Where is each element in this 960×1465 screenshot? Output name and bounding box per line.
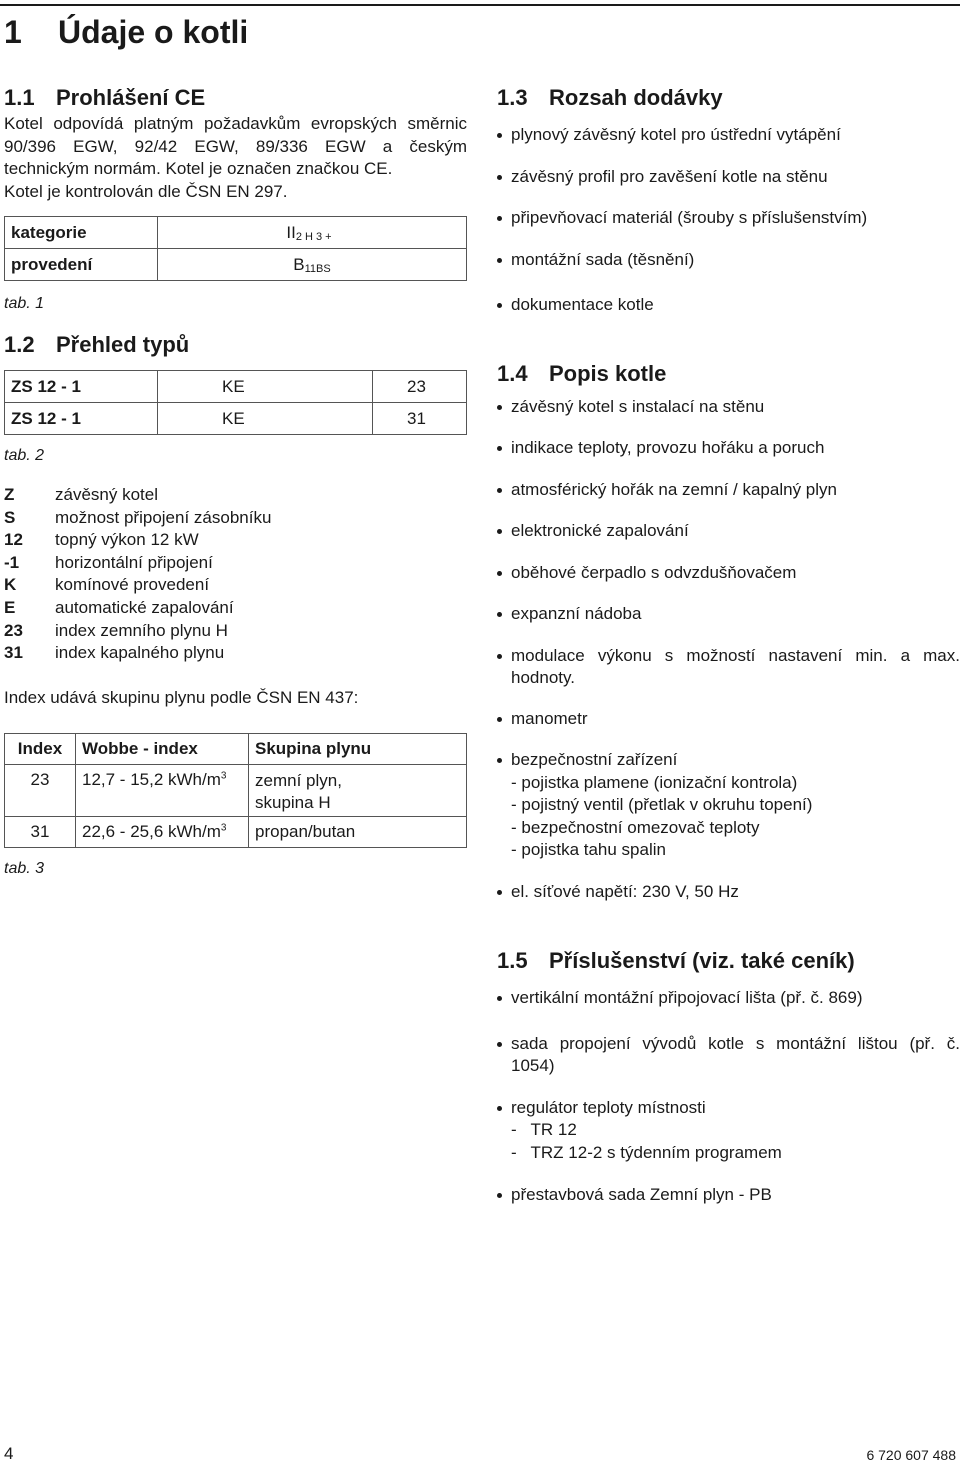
section-title: Prohlášení CE bbox=[56, 85, 206, 110]
section-1-2-heading: 1.2 Přehled typů bbox=[4, 332, 190, 357]
list-item: montážní sada (těsnění) bbox=[497, 249, 960, 272]
list-item: manometr bbox=[497, 708, 960, 731]
list-item: el. síťové napětí: 230 V, 50 Hz bbox=[497, 881, 960, 904]
list-item: expanzní nádoba bbox=[497, 603, 960, 626]
accessories-list bbox=[497, 987, 960, 1207]
list-item: Z závěsný kotel bbox=[4, 485, 158, 504]
left-column bbox=[4, 84, 467, 878]
table-1-caption: tab. 1 bbox=[4, 295, 45, 312]
right-column bbox=[497, 84, 960, 1207]
delivery-list bbox=[497, 124, 960, 317]
category-table bbox=[4, 216, 467, 281]
section-number: 1.1 bbox=[4, 85, 35, 110]
list-item: K komínové provedení bbox=[4, 575, 210, 595]
type-overview-table bbox=[4, 370, 467, 435]
ce-declaration-text: Kotel odpovídá platným požadavkům evropských směrnic 90/396 EGW, 92/42 EGW, 89/336 EGW a českým technickým normám. Kotel je označen značkou CE. bbox=[4, 114, 467, 178]
table-row: ZS 12 - 1 KE 23 bbox=[5, 371, 467, 403]
type-label: provedení bbox=[5, 249, 158, 281]
list-item: vertikální montážní připojovací lišta (př. č. 869) bbox=[497, 987, 960, 1010]
section-1-1-heading bbox=[4, 84, 467, 112]
list-item: plynový závěsný kotel pro ústřední vytápění bbox=[497, 124, 960, 147]
list-item: 31 index kapalného plynu bbox=[4, 643, 225, 663]
list-item: připevňovací materiál (šrouby s příslušenstvím) bbox=[497, 207, 960, 230]
chapter-number: 1 bbox=[4, 14, 22, 50]
list-item: atmosférický hořák na zemní / kapalný plyn bbox=[497, 479, 960, 502]
category-label: kategorie bbox=[5, 217, 158, 249]
list-item: přestavbová sada Zemní plyn - PB bbox=[497, 1184, 960, 1207]
section-1-5-heading: 1.5 Příslušenství (viz. také ceník) bbox=[497, 948, 855, 973]
table-row: ZS 12 - 1 KE 31 bbox=[5, 403, 467, 435]
table-3-caption: tab. 3 bbox=[4, 860, 45, 878]
list-item: modulace výkonu s možností nastavení min. a max. hodnoty. bbox=[497, 645, 960, 690]
table-header-row: Index Wobbe - index Skupina plynu bbox=[5, 734, 467, 765]
table-row: 31 22,6 - 25,6 kWh/$m^3$ propan/butan bbox=[5, 817, 467, 848]
list-item: S možnost připojení zásobníku bbox=[4, 507, 272, 527]
list-item: závěsný profil pro zavěšení kotle na stěnu bbox=[497, 166, 960, 189]
chapter-title: Údaje o kotli bbox=[58, 14, 249, 50]
type-code-legend bbox=[4, 484, 467, 665]
boiler-description-list bbox=[497, 396, 960, 904]
document-number: 6 720 607 488 bbox=[866, 1447, 956, 1463]
category-value: II2 H 3 + bbox=[158, 217, 467, 249]
type-value: B11BS bbox=[158, 249, 467, 281]
list-item: 23 index zemního plynu H bbox=[4, 620, 228, 640]
page-number: 4 bbox=[4, 1444, 14, 1463]
table-2-caption: tab. 2 bbox=[4, 447, 45, 464]
list-item: 12 topný výkon 12 kW bbox=[4, 530, 199, 550]
list-item: indikace teploty, provozu hořáku a poruch bbox=[497, 437, 960, 460]
chapter-heading bbox=[4, 14, 248, 51]
top-rule bbox=[0, 4, 960, 6]
list-item: oběhové čerpadlo s odvzdušňovačem bbox=[497, 562, 960, 585]
list-item: -1 horizontální připojení bbox=[4, 552, 213, 572]
inspection-text: Kotel je kontrolován dle ČSN EN 297. bbox=[4, 181, 288, 201]
list-item: elektronické zapalování bbox=[497, 520, 960, 543]
list-item: sada propojení vývodů kotle s montážní lištou (př. č. 1054) bbox=[497, 1033, 960, 1078]
list-item: regulátor teploty místnosti - TR 12 - TRZ 12-2 s týdenním programem bbox=[497, 1097, 960, 1165]
list-item: závěsný kotel s instalací na stěnu bbox=[497, 396, 960, 419]
list-item: E automatické zapalování bbox=[4, 597, 234, 617]
list-item: dokumentace kotle bbox=[497, 294, 960, 317]
list-item: bezpečnostní zařízení - pojistka plamene (ionizační kontrola) - pojistný ventil (přetlak v okruhu topení) - bezpečnostní omezovač teploty - pojistka tahu spalin bbox=[497, 749, 960, 862]
index-note: Index udává skupinu plynu podle ČSN EN 437: bbox=[4, 687, 359, 707]
section-1-4-heading: 1.4 Popis kotle bbox=[497, 360, 667, 386]
table-row: 23 12,7 - 15,2 kWh/$m^3$ zemní plyn, skupina H bbox=[5, 765, 467, 817]
gas-group-table bbox=[4, 733, 467, 848]
section-1-3-heading: 1.3 Rozsah dodávky bbox=[497, 85, 723, 110]
